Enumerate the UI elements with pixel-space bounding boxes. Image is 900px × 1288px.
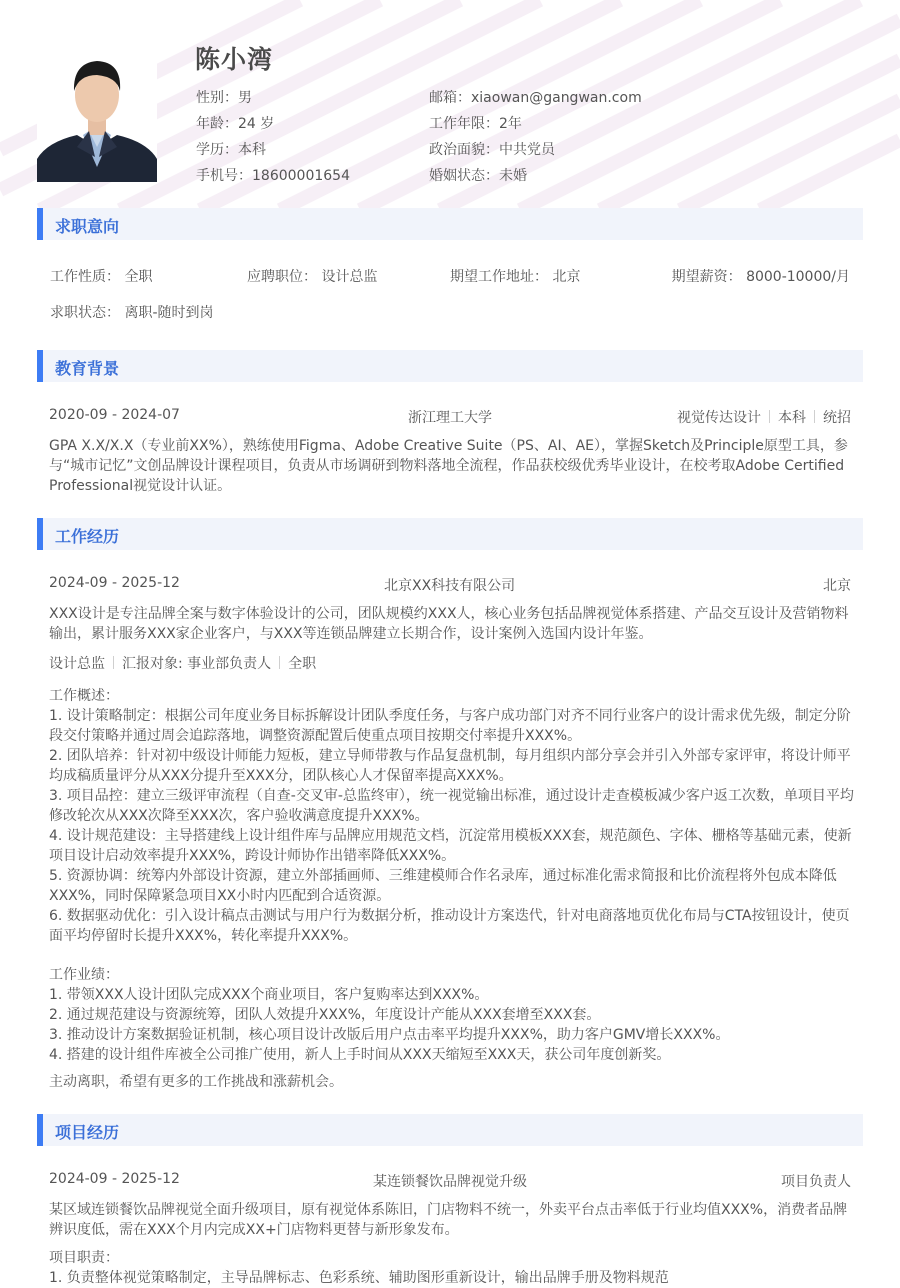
achievement-item: 2. 通过规范建设与资源统筹，团队人效提升XXX%，年度设计产能从XXX套增至XXX套。 <box>49 1007 601 1023</box>
political-status-label: 政治面貌： <box>429 142 499 158</box>
intent-work-type <box>50 266 152 286</box>
education-meta <box>677 407 851 427</box>
marital-status-label: 婚姻状态： <box>429 168 499 184</box>
experience-years-label: 工作年限： <box>429 116 499 132</box>
project-date: 2024-09 - 2025-12 <box>49 1171 180 1187</box>
work-city: 北京 <box>823 578 851 594</box>
work-tag: 设计总监 <box>49 656 105 672</box>
intent-status <box>50 302 214 322</box>
section-title: 求职意向 <box>55 217 120 236</box>
education-type: 统招 <box>823 410 851 426</box>
gender-value: 男 <box>238 90 252 106</box>
intent-label: 应聘职位： <box>247 269 317 285</box>
work-achievements <box>49 965 854 1065</box>
candidate-name: 陈小湾 <box>195 45 274 74</box>
profile-header <box>0 0 900 200</box>
intent-label: 期望工作地址： <box>450 269 548 285</box>
experience-years-field <box>429 113 522 133</box>
overview-item: 3. 项目品控：建立三级评审流程（自查-交叉审-总监终审），统一视觉输出标准，通过设计走查模板减少客户返工次数，单项目平均修改轮次从XXX次降至XXX次，客户验收满意度提升XXX%。 <box>49 788 854 824</box>
political-status-field <box>429 139 555 159</box>
education-value: 本科 <box>238 142 266 158</box>
intent-label: 求职状态： <box>50 305 120 321</box>
project-description: 某区域连锁餐饮品牌视觉全面升级项目，原有视觉体系陈旧，门店物料不统一，外卖平台点击率低于行业均值XXX%，消费者品牌辨识度低，需在XXX个月内完成XX+门店物料更替与新形象发布。 <box>49 1202 848 1238</box>
divider <box>769 410 770 423</box>
education-degree: 本科 <box>778 410 806 426</box>
avatar <box>37 47 157 182</box>
section-education <box>37 350 863 382</box>
work-company: 北京XX科技有限公司 <box>384 578 516 594</box>
age-label: 年龄： <box>196 116 238 132</box>
overview-title: 工作概述： <box>49 688 119 704</box>
political-status-value: 中共党员 <box>499 142 555 158</box>
duty-title: 项目职责： <box>49 1250 119 1266</box>
gender-field <box>196 87 252 107</box>
overview-item: 6. 数据驱动优化：引入设计稿点击测试与用户行为数据分析，推动设计方案迭代，针对电商落地页优化布局与CTA按钮设计，使页面平均停留时长提升XXX%，转化率提升XXX%。 <box>49 908 850 944</box>
intent-value: 8000-10000/月 <box>746 269 850 285</box>
intent-location <box>450 266 580 286</box>
project-role: 项目负责人 <box>781 1174 851 1190</box>
work-tag: 汇报对象: 事业部负责人 <box>122 656 272 672</box>
company-description: XXX设计是专注品牌全案与数字体验设计的公司，团队规模约XXX人，核心业务包括品牌视觉体系搭建、产品交互设计及营销物料输出，累计服务XXX家企业客户，与XXX等连锁品牌建立长期合作，设计案例入选国内设计年鉴。 <box>49 606 849 642</box>
overview-item: 5. 资源协调：统筹内外部设计资源，建立外部插画师、三维建模师合作名录库，通过标准化需求简报和比价流程将外包成本降低XXX%，同时保障紧急项目XX小时内匹配到合适资源。 <box>49 868 837 904</box>
education-date: 2020-09 - 2024-07 <box>49 407 180 423</box>
education-school: 浙江理工大学 <box>408 410 492 426</box>
marital-status-value: 未婚 <box>499 168 527 184</box>
age-field <box>196 113 274 133</box>
leave-reason: 主动离职，希望有更多的工作挑战和涨薪机会。 <box>49 1074 343 1090</box>
phone-field <box>196 165 350 185</box>
section-title: 项目经历 <box>55 1123 120 1142</box>
achievement-item: 1. 带领XXX人设计团队完成XXX个商业项目，客户复购率达到XXX%。 <box>49 987 489 1003</box>
email-value: xiaowan@gangwan.com <box>471 90 642 106</box>
age-value: 24 岁 <box>238 116 275 132</box>
intent-value: 设计总监 <box>321 269 378 285</box>
work-date: 2024-09 - 2025-12 <box>49 575 180 591</box>
section-project <box>37 1114 863 1146</box>
experience-years-value: 2年 <box>499 116 522 132</box>
project-name: 某连锁餐饮品牌视觉升级 <box>373 1174 527 1190</box>
education-description: GPA X.X/X.X（专业前XX%），熟练使用Figma、Adobe Creative Suite（PS、AI、AE），掌握Sketch及Principle原型工具，参与“城市记忆”文创品牌设计课程项目，负责从市场调研到物料落地全流程，作品获校级优秀毕业设计，在校考取Adobe Certified Professional视觉设计认证。 <box>49 438 848 494</box>
email-field <box>429 87 642 107</box>
education-field <box>196 139 266 159</box>
phone-label: 手机号： <box>196 168 252 184</box>
divider <box>279 656 280 669</box>
work-tags <box>49 653 316 673</box>
marital-status-field <box>429 165 527 185</box>
overview-item: 4. 设计规范建设：主导搭建线上设计组件库与品牌应用规范文档，沉淀常用模板XXX套，规范颜色、字体、栅格等基础元素，使新项目设计启动效率提升XXX%，跨设计师协作出错率降低XXX%。 <box>49 828 852 864</box>
section-work <box>37 518 863 550</box>
work-overview <box>49 686 854 946</box>
work-tag: 全职 <box>288 656 317 672</box>
section-job-intent <box>37 208 863 240</box>
intent-salary <box>672 266 850 286</box>
education-label: 学历： <box>196 142 238 158</box>
phone-value: 18600001654 <box>252 168 350 184</box>
divider <box>814 410 815 423</box>
intent-value: 离职-随时到岗 <box>124 305 214 321</box>
overview-item: 1. 设计策略制定：根据公司年度业务目标拆解设计团队季度任务，与客户成功部门对齐不同行业客户的设计需求优先级，制定分阶段交付策略并通过周会追踪落地，调整资源配置后使重点项目按期交付率提升XXX%。 <box>49 708 851 744</box>
intent-label: 工作性质： <box>50 269 120 285</box>
gender-label: 性别： <box>196 90 238 106</box>
email-label: 邮箱： <box>429 90 471 106</box>
achievements-title: 工作业绩： <box>49 967 119 983</box>
duty-item: 1. 负责整体视觉策略制定，主导品牌标志、色彩系统、辅助图形重新设计，输出品牌手册及物料规范 <box>49 1270 669 1286</box>
section-title: 教育背景 <box>55 359 120 378</box>
section-title: 工作经历 <box>55 527 120 546</box>
intent-value: 北京 <box>552 269 581 285</box>
project-duties <box>49 1248 854 1286</box>
achievement-item: 4. 搭建的设计组件库被全公司推广使用，新人上手时间从XXX天缩短至XXX天，获公司年度创新奖。 <box>49 1047 671 1063</box>
intent-label: 期望薪资： <box>671 269 742 285</box>
intent-position <box>247 266 377 286</box>
overview-item: 2. 团队培养：针对初中级设计师能力短板，建立导师带教与作品复盘机制，每月组织内部分享会并引入外部专家评审，将设计师平均成稿质量评分从XXX分提升至XXX分，团队核心人才保留率提高XXX%。 <box>49 748 851 784</box>
intent-value: 全职 <box>124 269 153 285</box>
education-major: 视觉传达设计 <box>677 410 761 426</box>
achievement-item: 3. 推动设计方案数据验证机制，核心项目设计改版后用户点击率平均提升XXX%，助力客户GMV增长XXX%。 <box>49 1027 730 1043</box>
divider <box>113 656 114 669</box>
